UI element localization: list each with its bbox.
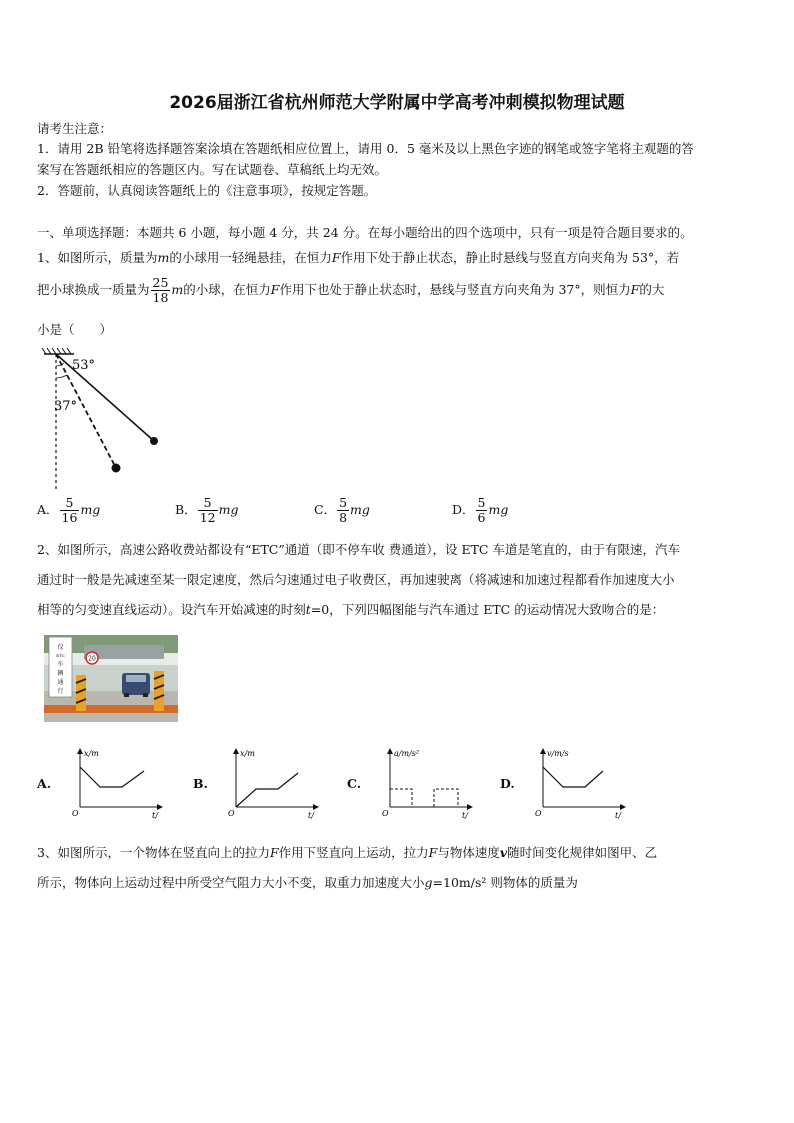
svg-text:20: 20 [88, 655, 96, 663]
ball-1-icon [150, 437, 158, 445]
q2-option-d-label: D. [500, 776, 515, 791]
page-title: 2026届浙江省杭州师范大学附属中学高考冲刺模拟物理试题 [169, 93, 625, 113]
q1-option-a[interactable]: A． $\frac{5}{16}$ mg [37, 495, 101, 525]
mass-fraction: $\frac{25}{18}$ [152, 275, 169, 305]
q3-line-1: 3、如图所示，一个物体在竖直向上的拉力F作用下竖直向上运动，拉力F与物体速度v随时间变化规律如图甲、乙 [37, 845, 658, 860]
q2-option-b-label: B. [193, 776, 208, 791]
q2-line-2: 通过时一般是先减速至某一限定速度，然后匀速通过电子收费区，再加速驶离（将减速和加速过程都看作加速度大小 [37, 572, 675, 587]
svg-text:t/: t/ [152, 811, 158, 820]
etc-photo [44, 635, 178, 722]
svg-text:行: 行 [57, 688, 64, 695]
svg-text:a/m/s²: a/m/s² [394, 749, 420, 758]
svg-text:x/m: x/m [240, 749, 255, 758]
ball-2-icon [112, 464, 121, 473]
svg-text:O: O [382, 809, 389, 818]
q1-option-c[interactable]: C． $\frac{5}{8}$ mg [314, 495, 370, 525]
q1-option-b[interactable]: B． $\frac{5}{12}$ mg [175, 495, 239, 525]
q2-option-a-label: A. [37, 776, 52, 791]
notice-item-1a: 1．请用 2B 铅笔将选择题答案涂填在答题纸相应位置上，请用 0．5 毫米及以上黑色字迹的钢笔或签字笔将主观题的答 [37, 141, 694, 156]
q1-option-d[interactable]: D． $\frac{5}{6}$ mg [452, 495, 509, 525]
svg-text:O: O [72, 809, 79, 818]
q2-graph-b[interactable] [222, 745, 322, 820]
svg-text:v/m/s: v/m/s [547, 749, 569, 758]
notice-heading: 请考生注意： [37, 121, 113, 136]
q2-graph-a[interactable] [66, 745, 166, 820]
svg-text:O: O [535, 809, 542, 818]
q2-option-c-label: C. [347, 776, 362, 791]
notice-item-1b: 案写在答题纸相应的答题区内。写在试题卷、草稿纸上均无效。 [37, 162, 388, 177]
svg-text:t/: t/ [462, 811, 468, 820]
svg-text:车: 车 [57, 661, 64, 668]
svg-text:ETC: ETC [56, 653, 65, 658]
q2-graph-d[interactable] [529, 745, 629, 820]
q1-line-1: 1、如图所示，质量为m的小球用一轻绳悬挂，在恒力F作用下处于静止状态，静止时悬线与竖直方向夹角为 53°，若 [37, 250, 680, 265]
svg-text:x/m: x/m [84, 749, 99, 758]
q2-line-3: 相等的匀变速直线运动）。设汽车开始减速的时刻t=0，下列四幅图能与汽车通过 ETC 的运动情况大致吻合的是： [37, 602, 665, 617]
svg-text:t/: t/ [308, 811, 314, 820]
svg-text:辆: 辆 [57, 670, 64, 677]
q2-graph-c[interactable] [376, 745, 476, 820]
q1-line-2: 把小球换成一质量为 $\frac{25}{18}$ m的小球，在恒力F作用下也处于静止状态时，悬线与竖直方向夹角为 37°，则恒力F的大 [37, 275, 665, 305]
angle-37-label: 37° [54, 399, 78, 414]
svg-text:t/: t/ [615, 811, 621, 820]
q2-line-1: 2、如图所示，高速公路收费站都设有“ETC”通道（即不停车收 费通道），设 ETC 车道是笔直的，由于有限速，汽车 [37, 542, 680, 557]
svg-text:仅: 仅 [57, 644, 64, 651]
q1-pendulum-diagram [36, 346, 176, 494]
section-heading: 一、单项选择题：本题共 6 小题，每小题 4 分，共 24 分。在每小题给出的四个选项中，只有一项是符合题目要求的。 [37, 225, 693, 240]
svg-text:通: 通 [57, 679, 64, 686]
q1-line-3: 小是（ ） [37, 322, 113, 337]
angle-53-label: 53° [72, 358, 96, 373]
notice-item-2: 2．答题前，认真阅读答题纸上的《注意事项》，按规定答题。 [37, 183, 377, 198]
svg-text:O: O [228, 809, 235, 818]
q3-line-2: 所示，物体向上运动过程中所受空气阻力大小不变，取重力加速度大小g=10m/s² 则物体的质量为 [37, 875, 578, 890]
